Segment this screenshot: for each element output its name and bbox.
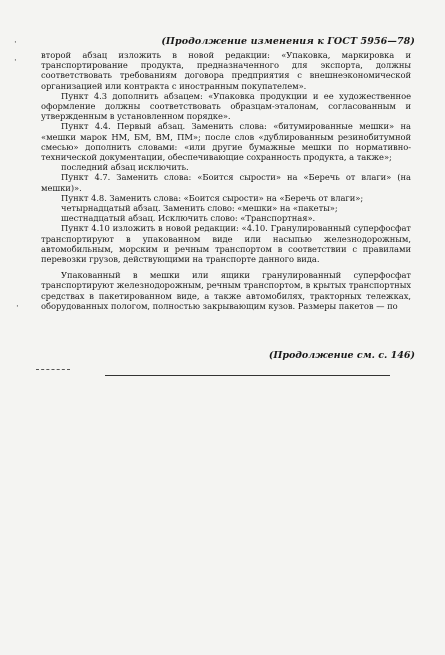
document-body (41, 50, 411, 311)
margin-dashes (36, 369, 70, 371)
paragraph: Пункт 4.8. Заменить слова: «Боится сырости» на «Беречь от влаги»; (61, 192, 364, 203)
horizontal-rule (105, 375, 390, 376)
margin-mark: · (14, 56, 17, 66)
paragraph: Пункт 4.3 дополнить абзацем: «Упаковка продукции и ее художественное оформление должны соответствовать образцам-эталонам, согласованным и утвержденным в установленном порядке». (41, 90, 411, 122)
margin-mark: · (16, 302, 19, 312)
continuation-footer: (Продолжение см. с. 146) (268, 350, 415, 361)
paragraph: Упакованный в мешки или ящики гранулированный суперфосфат транспортируют железнодорожным, речным транспортом, в крытых транспортных средствах в пакетированном виде, а также автомобилях, тракторных тележках, оборудованных пологом, полностью закрывающим кузов. Размеры пакетов — по (41, 270, 411, 311)
paragraph: шестнадцатый абзац. Исключить слово: «Транспортная». (61, 213, 316, 224)
paragraph: второй абзац изложить в новой редакции: «Упаковка, маркировка и транспортирование продукта, предназначенного для экспорта, должны соответствовать требованиям договора предприятия с внешнеэкономической организацией или контракта с иностранным покупателем». (41, 50, 411, 91)
paragraph: Пункт 4.10 изложить в новой редакции: «4.10. Гранулированный суперфосфат транспортируют в упакованном виде или насыпью железнодорожным, автомобильным, морским и речным транспортом в соответствии с правилами перевозки грузов, действующими на транспорте данного вида. (41, 223, 411, 265)
continuation-header: (Продолжение изменения к ГОСТ 5956—78) (161, 36, 415, 47)
paragraph: Пункт 4.4. Первый абзац. Заменить слова: «битумированные мешки» на «мешки марок НМ, БМ, ВМ, ПМ»; после слов «дублированным резинобитумной смесью» дополнить словами: «или другие бумажные мешки по нормативно-технической документации, обеспечивающие сохранность продукта, а также»; (41, 121, 411, 163)
paragraph: четырнадцатый абзац. Заменить слово: «мешки» на «пакеты»; (61, 203, 338, 214)
paragraph: последний абзац исключить. (61, 162, 189, 173)
margin-mark: · (14, 38, 17, 48)
paragraph: Пункт 4.7. Заменить слова: «Боится сырости» на «Беречь от влаги» (на мешки)». (41, 172, 411, 193)
